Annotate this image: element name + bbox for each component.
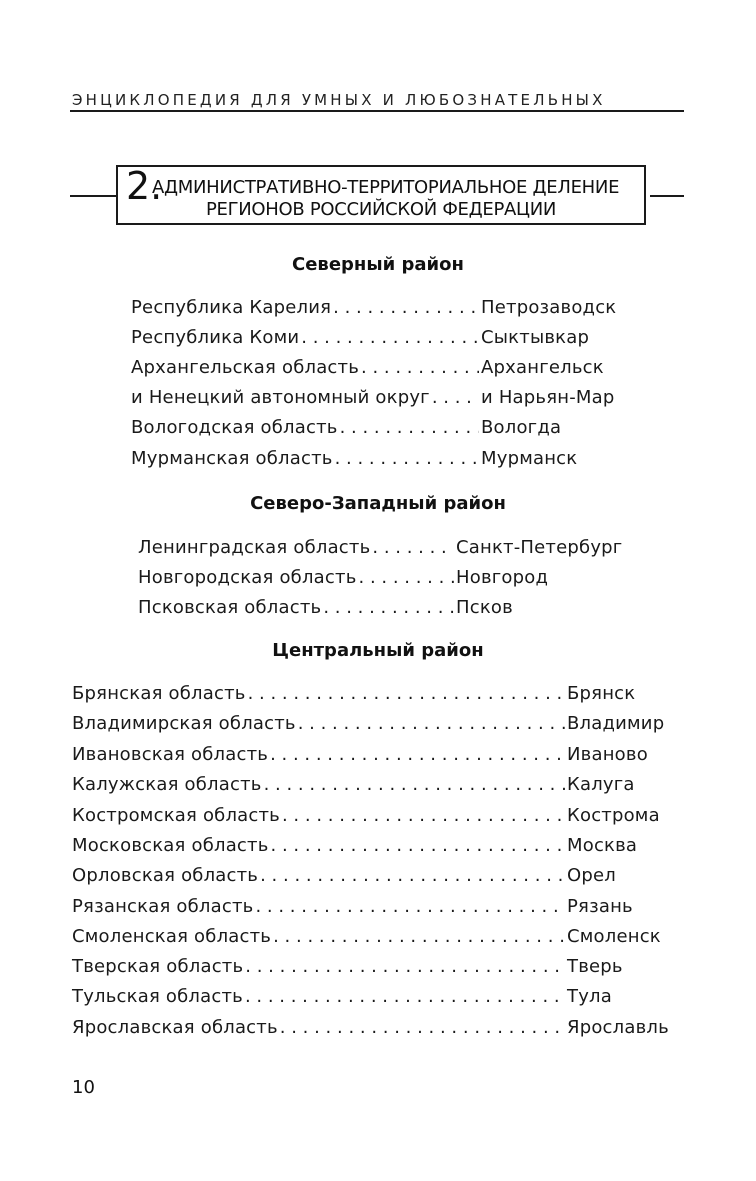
- leader-dots: [301, 326, 479, 350]
- leader-dots: [333, 296, 479, 320]
- region-name: Республика Карелия: [131, 297, 332, 318]
- list-item: [72, 864, 616, 888]
- capital-name: Вологда: [481, 417, 562, 438]
- capital-name: Владимир: [567, 713, 665, 734]
- section-title-northwest: Северо-Западный район: [250, 493, 506, 514]
- capital-name: и Нарьян-Мар: [481, 387, 615, 408]
- region-name: и Ненецкий автономный округ: [131, 387, 430, 408]
- region-name: Калужская область: [72, 774, 262, 795]
- list-item: [72, 985, 612, 1009]
- capital-name: Новгород: [456, 567, 549, 588]
- region-name: Ивановская область: [72, 744, 269, 765]
- capital-name: Тверь: [567, 956, 623, 977]
- section-title-central: Центральный район: [272, 640, 484, 661]
- region-name: Ярославская область: [72, 1017, 278, 1038]
- list-item: [72, 955, 623, 979]
- list-item: [138, 596, 513, 620]
- list-item: [72, 895, 633, 919]
- chapter-title-rule-right: [650, 195, 684, 197]
- region-name: Владимирская область: [72, 713, 296, 734]
- leader-dots: [432, 386, 479, 410]
- page-number: 10: [72, 1077, 95, 1098]
- chapter-title-line-1: АДМИНИСТРАТИВНО-ТЕРРИТОРИАЛЬНОЕ ДЕЛЕНИЕ: [152, 177, 620, 198]
- leader-dots: [372, 536, 454, 560]
- region-name: Рязанская область: [72, 896, 254, 917]
- capital-name: Москва: [567, 835, 638, 856]
- region-name: Брянская область: [72, 683, 246, 704]
- region-name: Орловская область: [72, 865, 259, 886]
- leader-dots: [280, 1016, 565, 1040]
- leader-dots: [245, 985, 565, 1009]
- chapter-title-rule-left: [70, 195, 116, 197]
- list-item: [131, 386, 615, 410]
- list-item: [72, 834, 638, 858]
- list-item: [72, 1016, 669, 1040]
- capital-name: Сыктывкар: [481, 327, 590, 348]
- leader-dots: [271, 834, 565, 858]
- capital-name: Кострома: [567, 805, 660, 826]
- capital-name: Санкт-Петербург: [456, 537, 623, 558]
- region-name: Тульская область: [72, 986, 243, 1007]
- capital-name: Архангельск: [481, 357, 604, 378]
- capital-name: Мурманск: [481, 448, 578, 469]
- leader-dots: [335, 447, 479, 471]
- leader-dots: [248, 682, 565, 706]
- region-name: Тверская область: [72, 956, 244, 977]
- region-name: Московская область: [72, 835, 269, 856]
- list-item: [138, 536, 623, 560]
- capital-name: Иваново: [567, 744, 648, 765]
- list-item: [131, 326, 590, 350]
- capital-name: Ярославль: [567, 1017, 669, 1038]
- region-name: Республика Коми: [131, 327, 300, 348]
- region-name: Архангельская область: [131, 357, 360, 378]
- list-item: [72, 804, 660, 828]
- leader-dots: [340, 416, 479, 440]
- region-name: Новгородская область: [138, 567, 357, 588]
- list-item: [131, 296, 617, 320]
- leader-dots: [361, 356, 479, 380]
- leader-dots: [245, 955, 565, 979]
- region-name: Мурманская область: [131, 448, 333, 469]
- capital-name: Смоленск: [567, 926, 661, 947]
- capital-name: Тула: [567, 986, 612, 1007]
- leader-dots: [264, 773, 565, 797]
- running-head: ЭНЦИКЛОПЕДИЯ ДЛЯ УМНЫХ И ЛЮБОЗНАТЕЛЬНЫХ: [72, 91, 606, 109]
- leader-dots: [270, 743, 565, 767]
- list-item: [72, 712, 665, 736]
- capital-name: Брянск: [567, 683, 636, 704]
- list-item: [131, 416, 562, 440]
- region-name: Смоленская область: [72, 926, 272, 947]
- list-item: [131, 356, 604, 380]
- leader-dots: [298, 712, 565, 736]
- region-name: Ленинградская область: [138, 537, 371, 558]
- leader-dots: [255, 895, 565, 919]
- chapter-number: 2.: [126, 164, 163, 208]
- list-item: [72, 773, 635, 797]
- leader-dots: [282, 804, 565, 828]
- list-item: [131, 447, 578, 471]
- capital-name: Рязань: [567, 896, 633, 917]
- list-item: [138, 566, 549, 590]
- leader-dots: [359, 566, 455, 590]
- leader-dots: [273, 925, 565, 949]
- region-name: Псковская область: [138, 597, 322, 618]
- list-item: [72, 925, 661, 949]
- leader-dots: [260, 864, 565, 888]
- leader-dots: [323, 596, 454, 620]
- capital-name: Калуга: [567, 774, 635, 795]
- running-head-rule: [70, 110, 684, 112]
- section-title-north: Северный район: [292, 254, 464, 275]
- region-name: Костромская область: [72, 805, 280, 826]
- region-name: Вологодская область: [131, 417, 338, 438]
- list-item: [72, 743, 648, 767]
- capital-name: Псков: [456, 597, 513, 618]
- chapter-title-line-2: РЕГИОНОВ РОССИЙСКОЙ ФЕДЕРАЦИИ: [205, 199, 557, 220]
- capital-name: Орел: [567, 865, 616, 886]
- capital-name: Петрозаводск: [481, 297, 617, 318]
- list-item: [72, 682, 636, 706]
